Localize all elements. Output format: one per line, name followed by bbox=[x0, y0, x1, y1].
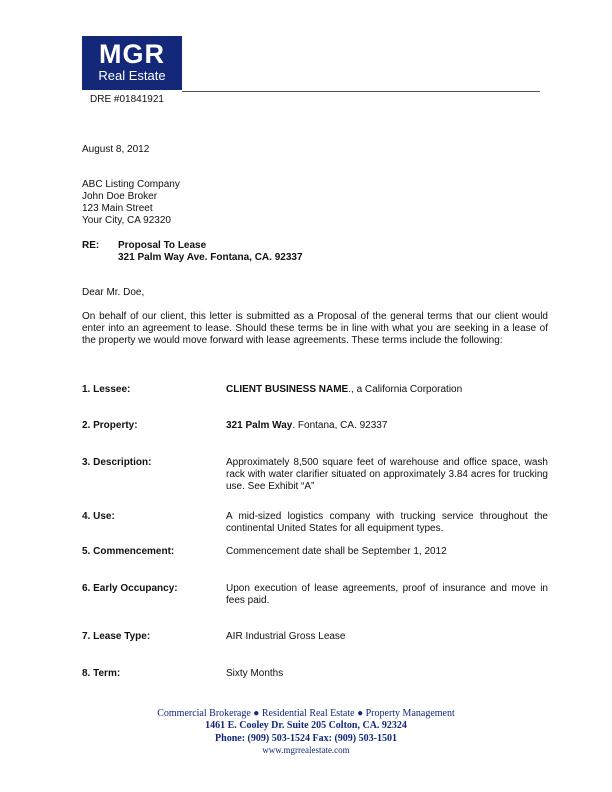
salutation: Dear Mr. Doe, bbox=[82, 287, 145, 298]
property-street: 321 Palm Way bbox=[226, 420, 293, 431]
company-logo bbox=[82, 36, 182, 90]
lessee-name: CLIENT BUSINESS NAME bbox=[226, 384, 349, 395]
property-city: . Fontana, CA. 92337 bbox=[292, 420, 388, 431]
term-label-property: 2. Property: bbox=[82, 420, 138, 431]
term-label-commencement: 5. Commencement: bbox=[82, 546, 175, 557]
footer-website: www.mgrrealestate.com bbox=[262, 745, 350, 755]
intro-paragraph: On behalf of our client, this letter is submitted as a Proposal of the general terms that our client would enter into an agreement to lease. Should these terms be in line with what you are seeking in a lease of the property we would move forward with lease agreements. These terms include the following: bbox=[82, 311, 548, 346]
term-label-lessee: 1. Lessee: bbox=[82, 384, 131, 395]
recipient-city: Your City, CA 92320 bbox=[82, 215, 171, 226]
term-value-lease-type: AIR Industrial Gross Lease bbox=[226, 631, 346, 642]
recipient-company: ABC Listing Company bbox=[82, 179, 180, 190]
recipient-name: John Doe Broker bbox=[82, 191, 158, 202]
term-label-use: 4. Use: bbox=[82, 511, 115, 522]
term-value-commencement: Commencement date shall be September 1, 2012 bbox=[226, 546, 447, 557]
term-value-property bbox=[226, 420, 548, 432]
dre-number: DRE #01841921 bbox=[90, 94, 164, 105]
footer-services: Commercial Brokerage ● Residential Real Estate ● Property Management bbox=[157, 708, 455, 719]
term-value-early-occupancy: Upon execution of lease agreements, proof of insurance and move in fees paid. bbox=[226, 583, 548, 606]
re-label: RE: bbox=[82, 240, 100, 251]
letterhead-rule bbox=[182, 91, 540, 92]
re-subject: Proposal To Lease bbox=[118, 240, 207, 251]
letter-date: August 8, 2012 bbox=[82, 144, 150, 155]
term-label-description: 3. Description: bbox=[82, 457, 152, 468]
lessee-suffix: ., a California Corporation bbox=[348, 384, 463, 395]
recipient-street: 123 Main Street bbox=[82, 203, 153, 214]
term-label-term: 8. Term: bbox=[82, 668, 121, 679]
term-value-lessee bbox=[226, 384, 548, 396]
logo-subtitle: Real Estate bbox=[98, 68, 166, 83]
footer-phone: Phone: (909) 503-1524 Fax: (909) 503-1501 bbox=[215, 733, 397, 744]
term-value-term: Sixty Months bbox=[226, 668, 284, 679]
term-value-use: A mid-sized logistics company with trucking service throughout the continental United States for all equipment types. bbox=[226, 511, 548, 534]
footer-address: 1461 E. Cooley Dr. Suite 205 Colton, CA. 92324 bbox=[205, 720, 407, 731]
term-label-early-occupancy: 6. Early Occupancy: bbox=[82, 583, 178, 594]
term-value-description: Approximately 8,500 square feet of warehouse and office space, wash rack with water clarifier situated on approximately 3.84 acres for trucking use. See Exhibit “A” bbox=[226, 457, 548, 492]
re-address: 321 Palm Way Ave. Fontana, CA. 92337 bbox=[118, 252, 303, 263]
logo-brand: MGR bbox=[99, 39, 165, 69]
term-label-lease-type: 7. Lease Type: bbox=[82, 631, 151, 642]
